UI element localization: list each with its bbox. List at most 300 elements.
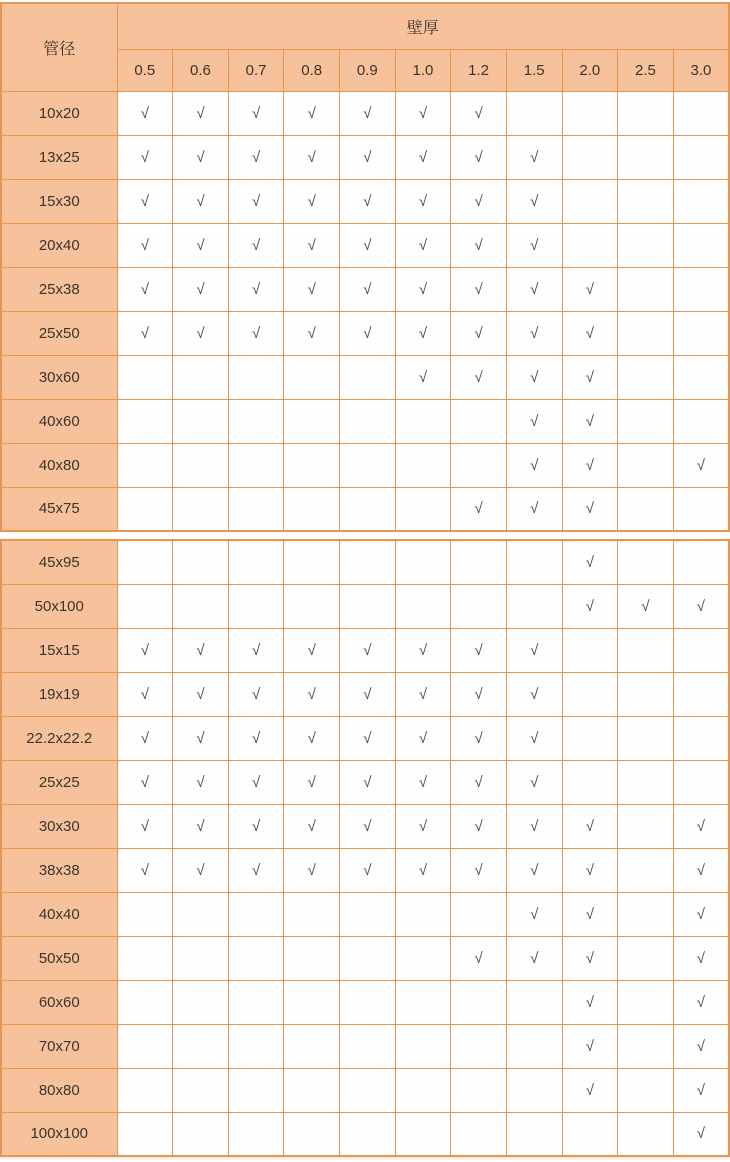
check-cell-empty xyxy=(451,1112,507,1156)
check-cell-checked: √ xyxy=(117,311,173,355)
pipe-size-label: 10x20 xyxy=(1,91,117,135)
check-cell-empty xyxy=(451,1068,507,1112)
pipe-size-label: 30x60 xyxy=(1,355,117,399)
check-cell-empty xyxy=(618,91,674,135)
table-row xyxy=(1,980,729,1024)
check-cell-empty xyxy=(173,1112,229,1156)
check-cell-checked: √ xyxy=(451,179,507,223)
table-row xyxy=(1,672,729,716)
check-cell-checked: √ xyxy=(340,848,396,892)
check-cell-empty xyxy=(618,1024,674,1068)
check-cell-empty xyxy=(451,540,507,584)
table-row xyxy=(1,936,729,980)
check-cell-empty xyxy=(673,672,729,716)
pipe-size-label: 30x30 xyxy=(1,804,117,848)
check-cell-checked: √ xyxy=(395,628,451,672)
check-cell-checked: √ xyxy=(395,804,451,848)
check-cell-checked: √ xyxy=(117,91,173,135)
table-row xyxy=(1,1112,729,1156)
check-cell-empty xyxy=(117,1024,173,1068)
check-cell-checked: √ xyxy=(228,179,284,223)
check-cell-empty xyxy=(618,672,674,716)
check-cell-checked: √ xyxy=(284,311,340,355)
check-cell-checked: √ xyxy=(451,716,507,760)
thickness-column-header: 1.5 xyxy=(506,49,562,91)
thickness-column-header: 0.9 xyxy=(340,49,396,91)
check-cell-empty xyxy=(395,980,451,1024)
check-cell-checked: √ xyxy=(284,628,340,672)
check-cell-empty xyxy=(284,1068,340,1112)
check-cell-empty xyxy=(395,1068,451,1112)
check-cell-checked: √ xyxy=(340,760,396,804)
check-cell-empty xyxy=(173,355,229,399)
thickness-column-header: 1.2 xyxy=(451,49,507,91)
check-cell-empty xyxy=(618,540,674,584)
check-cell-checked: √ xyxy=(673,1112,729,1156)
table-row xyxy=(1,311,729,355)
check-cell-empty xyxy=(340,1112,396,1156)
check-cell-empty xyxy=(395,892,451,936)
table-row xyxy=(1,443,729,487)
check-cell-empty xyxy=(673,399,729,443)
check-cell-checked: √ xyxy=(506,628,562,672)
check-cell-checked: √ xyxy=(117,135,173,179)
check-cell-checked: √ xyxy=(673,804,729,848)
check-cell-checked: √ xyxy=(562,311,618,355)
thickness-column-header: 0.6 xyxy=(173,49,229,91)
check-cell-checked: √ xyxy=(117,672,173,716)
check-cell-checked: √ xyxy=(117,179,173,223)
check-cell-checked: √ xyxy=(284,179,340,223)
check-cell-checked: √ xyxy=(228,91,284,135)
check-cell-empty xyxy=(673,267,729,311)
check-cell-checked: √ xyxy=(395,760,451,804)
check-cell-checked: √ xyxy=(506,267,562,311)
check-cell-empty xyxy=(173,980,229,1024)
check-cell-checked: √ xyxy=(562,487,618,531)
check-cell-checked: √ xyxy=(451,848,507,892)
check-cell-empty xyxy=(228,936,284,980)
thickness-column-header: 0.8 xyxy=(284,49,340,91)
check-cell-checked: √ xyxy=(506,892,562,936)
pipe-size-label: 70x70 xyxy=(1,1024,117,1068)
check-cell-checked: √ xyxy=(562,936,618,980)
check-cell-checked: √ xyxy=(173,135,229,179)
table-row xyxy=(1,487,729,531)
table-section-divider xyxy=(0,532,730,539)
check-cell-empty xyxy=(673,179,729,223)
check-cell-checked: √ xyxy=(451,311,507,355)
check-cell-checked: √ xyxy=(673,892,729,936)
check-cell-checked: √ xyxy=(506,716,562,760)
check-cell-checked: √ xyxy=(117,804,173,848)
check-cell-empty xyxy=(340,584,396,628)
check-cell-empty xyxy=(117,443,173,487)
check-cell-empty xyxy=(395,487,451,531)
check-cell-checked: √ xyxy=(506,672,562,716)
check-cell-empty xyxy=(228,487,284,531)
check-cell-checked: √ xyxy=(173,179,229,223)
pipe-size-label: 40x60 xyxy=(1,399,117,443)
check-cell-checked: √ xyxy=(395,91,451,135)
check-cell-empty xyxy=(173,487,229,531)
check-cell-empty xyxy=(284,1024,340,1068)
check-cell-empty xyxy=(340,540,396,584)
check-cell-empty xyxy=(340,980,396,1024)
table-row xyxy=(1,892,729,936)
check-cell-checked: √ xyxy=(451,804,507,848)
check-cell-checked: √ xyxy=(562,584,618,628)
check-cell-checked: √ xyxy=(117,223,173,267)
check-cell-empty xyxy=(506,1068,562,1112)
check-cell-empty xyxy=(117,584,173,628)
check-cell-checked: √ xyxy=(562,443,618,487)
check-cell-empty xyxy=(451,584,507,628)
check-cell-empty xyxy=(284,584,340,628)
table-row xyxy=(1,628,729,672)
check-cell-empty xyxy=(506,540,562,584)
check-cell-empty xyxy=(173,443,229,487)
check-cell-empty xyxy=(673,311,729,355)
check-cell-empty xyxy=(340,936,396,980)
pipe-size-label: 15x30 xyxy=(1,179,117,223)
check-cell-checked: √ xyxy=(506,443,562,487)
check-cell-empty xyxy=(506,584,562,628)
check-cell-empty xyxy=(618,399,674,443)
pipe-size-label: 13x25 xyxy=(1,135,117,179)
check-cell-checked: √ xyxy=(173,267,229,311)
check-cell-empty xyxy=(618,628,674,672)
table-row xyxy=(1,91,729,135)
check-cell-checked: √ xyxy=(673,848,729,892)
check-cell-empty xyxy=(673,716,729,760)
check-cell-empty xyxy=(340,892,396,936)
pipe-size-label: 50x100 xyxy=(1,584,117,628)
check-cell-empty xyxy=(451,980,507,1024)
check-cell-empty xyxy=(228,443,284,487)
check-cell-empty xyxy=(395,399,451,443)
check-cell-empty xyxy=(117,1068,173,1112)
check-cell-checked: √ xyxy=(173,223,229,267)
check-cell-checked: √ xyxy=(284,716,340,760)
check-cell-checked: √ xyxy=(506,179,562,223)
thickness-header: 壁厚 xyxy=(117,3,729,49)
check-cell-checked: √ xyxy=(284,91,340,135)
check-cell-empty xyxy=(173,584,229,628)
check-cell-empty xyxy=(395,443,451,487)
check-cell-empty xyxy=(451,892,507,936)
thickness-column-header: 2.5 xyxy=(618,49,674,91)
check-cell-checked: √ xyxy=(451,355,507,399)
check-cell-checked: √ xyxy=(228,267,284,311)
pipe-size-label: 38x38 xyxy=(1,848,117,892)
table-row xyxy=(1,399,729,443)
check-cell-empty xyxy=(228,1068,284,1112)
check-cell-checked: √ xyxy=(618,584,674,628)
check-cell-empty xyxy=(395,1112,451,1156)
check-cell-empty xyxy=(562,135,618,179)
check-cell-empty xyxy=(395,540,451,584)
check-cell-checked: √ xyxy=(562,267,618,311)
check-cell-empty xyxy=(562,716,618,760)
check-cell-checked: √ xyxy=(451,936,507,980)
check-cell-checked: √ xyxy=(395,135,451,179)
check-cell-checked: √ xyxy=(506,848,562,892)
check-cell-checked: √ xyxy=(451,91,507,135)
pipe-size-label: 19x19 xyxy=(1,672,117,716)
check-cell-empty xyxy=(228,1024,284,1068)
check-cell-empty xyxy=(228,1112,284,1156)
check-cell-empty xyxy=(117,980,173,1024)
table-row xyxy=(1,179,729,223)
table-row xyxy=(1,223,729,267)
table-row xyxy=(1,540,729,584)
pipe-spec-table-lower xyxy=(0,539,730,1157)
check-cell-empty xyxy=(117,487,173,531)
check-cell-checked: √ xyxy=(228,135,284,179)
check-cell-empty xyxy=(618,936,674,980)
check-cell-empty xyxy=(618,311,674,355)
check-cell-empty xyxy=(284,936,340,980)
check-cell-checked: √ xyxy=(395,848,451,892)
check-cell-empty xyxy=(618,1112,674,1156)
check-cell-empty xyxy=(673,91,729,135)
check-cell-empty xyxy=(173,892,229,936)
check-cell-checked: √ xyxy=(395,716,451,760)
check-cell-checked: √ xyxy=(340,91,396,135)
check-cell-checked: √ xyxy=(451,135,507,179)
check-cell-checked: √ xyxy=(506,223,562,267)
check-cell-checked: √ xyxy=(173,716,229,760)
table-row xyxy=(1,848,729,892)
pipe-size-label: 25x50 xyxy=(1,311,117,355)
check-cell-checked: √ xyxy=(451,487,507,531)
check-cell-checked: √ xyxy=(228,672,284,716)
check-cell-empty xyxy=(506,1112,562,1156)
check-cell-empty xyxy=(284,355,340,399)
check-cell-empty xyxy=(284,892,340,936)
check-cell-empty xyxy=(618,223,674,267)
check-cell-empty xyxy=(618,267,674,311)
check-cell-empty xyxy=(228,355,284,399)
check-cell-checked: √ xyxy=(562,804,618,848)
check-cell-empty xyxy=(395,1024,451,1068)
check-cell-empty xyxy=(673,628,729,672)
check-cell-checked: √ xyxy=(117,628,173,672)
check-cell-checked: √ xyxy=(340,267,396,311)
check-cell-empty xyxy=(506,1024,562,1068)
thickness-column-header: 2.0 xyxy=(562,49,618,91)
pipe-size-label: 15x15 xyxy=(1,628,117,672)
check-cell-empty xyxy=(562,672,618,716)
check-cell-checked: √ xyxy=(451,628,507,672)
check-cell-checked: √ xyxy=(173,91,229,135)
check-cell-checked: √ xyxy=(673,980,729,1024)
check-cell-checked: √ xyxy=(284,223,340,267)
check-cell-checked: √ xyxy=(562,355,618,399)
check-cell-checked: √ xyxy=(284,672,340,716)
check-cell-checked: √ xyxy=(228,760,284,804)
table-row xyxy=(1,804,729,848)
check-cell-checked: √ xyxy=(117,267,173,311)
check-cell-empty xyxy=(506,980,562,1024)
check-cell-checked: √ xyxy=(284,848,340,892)
check-cell-checked: √ xyxy=(506,936,562,980)
check-cell-checked: √ xyxy=(284,804,340,848)
check-cell-checked: √ xyxy=(284,267,340,311)
check-cell-empty xyxy=(618,1068,674,1112)
check-cell-checked: √ xyxy=(506,355,562,399)
check-cell-checked: √ xyxy=(228,804,284,848)
check-cell-empty xyxy=(618,135,674,179)
check-cell-checked: √ xyxy=(506,135,562,179)
check-cell-checked: √ xyxy=(173,311,229,355)
thickness-column-header: 0.5 xyxy=(117,49,173,91)
check-cell-checked: √ xyxy=(673,936,729,980)
check-cell-empty xyxy=(284,399,340,443)
check-cell-checked: √ xyxy=(395,355,451,399)
check-cell-empty xyxy=(673,223,729,267)
check-cell-empty xyxy=(284,540,340,584)
check-cell-checked: √ xyxy=(117,716,173,760)
check-cell-empty xyxy=(451,399,507,443)
check-cell-empty xyxy=(562,628,618,672)
check-cell-checked: √ xyxy=(562,540,618,584)
check-cell-empty xyxy=(618,716,674,760)
check-cell-empty xyxy=(618,892,674,936)
check-cell-checked: √ xyxy=(228,628,284,672)
check-cell-checked: √ xyxy=(673,1068,729,1112)
check-cell-empty xyxy=(117,399,173,443)
check-cell-checked: √ xyxy=(506,311,562,355)
check-cell-checked: √ xyxy=(506,399,562,443)
check-cell-checked: √ xyxy=(228,311,284,355)
check-cell-empty xyxy=(284,980,340,1024)
table-row xyxy=(1,267,729,311)
check-cell-empty xyxy=(173,399,229,443)
check-cell-checked: √ xyxy=(506,804,562,848)
check-cell-checked: √ xyxy=(340,672,396,716)
header-row-top xyxy=(1,3,729,49)
check-cell-empty xyxy=(395,584,451,628)
check-cell-checked: √ xyxy=(284,135,340,179)
check-cell-empty xyxy=(340,443,396,487)
pipe-spec-table-upper xyxy=(0,2,730,532)
check-cell-empty xyxy=(284,1112,340,1156)
check-cell-empty xyxy=(673,760,729,804)
check-cell-checked: √ xyxy=(451,672,507,716)
table-row xyxy=(1,716,729,760)
check-cell-empty xyxy=(562,179,618,223)
check-cell-checked: √ xyxy=(173,628,229,672)
check-cell-checked: √ xyxy=(228,848,284,892)
check-cell-empty xyxy=(340,399,396,443)
check-cell-empty xyxy=(562,1112,618,1156)
check-cell-checked: √ xyxy=(395,179,451,223)
thickness-column-header: 3.0 xyxy=(673,49,729,91)
check-cell-empty xyxy=(173,540,229,584)
pipe-size-label: 22.2x22.2 xyxy=(1,716,117,760)
check-cell-empty xyxy=(340,1068,396,1112)
table-row xyxy=(1,760,729,804)
check-cell-checked: √ xyxy=(173,760,229,804)
check-cell-empty xyxy=(673,355,729,399)
upper-table-body xyxy=(1,91,729,531)
check-cell-checked: √ xyxy=(562,980,618,1024)
check-cell-empty xyxy=(173,1068,229,1112)
check-cell-checked: √ xyxy=(228,223,284,267)
check-cell-checked: √ xyxy=(673,443,729,487)
check-cell-checked: √ xyxy=(395,311,451,355)
check-cell-empty xyxy=(618,848,674,892)
check-cell-empty xyxy=(673,487,729,531)
check-cell-checked: √ xyxy=(451,223,507,267)
check-cell-empty xyxy=(228,540,284,584)
pipe-size-label: 60x60 xyxy=(1,980,117,1024)
check-cell-checked: √ xyxy=(340,179,396,223)
pipe-size-label: 50x50 xyxy=(1,936,117,980)
diameter-header: 管径 xyxy=(1,3,117,91)
thickness-column-header: 1.0 xyxy=(395,49,451,91)
check-cell-empty xyxy=(506,91,562,135)
check-cell-empty xyxy=(284,487,340,531)
pipe-size-label: 45x95 xyxy=(1,540,117,584)
check-cell-empty xyxy=(340,355,396,399)
table-header xyxy=(1,3,729,91)
table-row xyxy=(1,1068,729,1112)
pipe-size-label: 20x40 xyxy=(1,223,117,267)
check-cell-checked: √ xyxy=(228,716,284,760)
pipe-size-label: 45x75 xyxy=(1,487,117,531)
check-cell-empty xyxy=(562,760,618,804)
check-cell-empty xyxy=(117,936,173,980)
check-cell-empty xyxy=(340,1024,396,1068)
thickness-column-header: 0.7 xyxy=(228,49,284,91)
pipe-size-label: 100x100 xyxy=(1,1112,117,1156)
pipe-size-label: 80x80 xyxy=(1,1068,117,1112)
check-cell-checked: √ xyxy=(395,223,451,267)
pipe-size-label: 40x80 xyxy=(1,443,117,487)
check-cell-empty xyxy=(117,892,173,936)
check-cell-checked: √ xyxy=(506,487,562,531)
check-cell-checked: √ xyxy=(117,848,173,892)
check-cell-checked: √ xyxy=(562,848,618,892)
pipe-size-label: 25x38 xyxy=(1,267,117,311)
check-cell-empty xyxy=(673,540,729,584)
check-cell-empty xyxy=(228,399,284,443)
check-cell-checked: √ xyxy=(340,628,396,672)
check-cell-checked: √ xyxy=(117,760,173,804)
check-cell-checked: √ xyxy=(395,267,451,311)
check-cell-empty xyxy=(618,179,674,223)
table-row xyxy=(1,135,729,179)
check-cell-checked: √ xyxy=(340,311,396,355)
check-cell-empty xyxy=(618,804,674,848)
check-cell-checked: √ xyxy=(673,584,729,628)
table-row xyxy=(1,1024,729,1068)
check-cell-checked: √ xyxy=(562,892,618,936)
check-cell-empty xyxy=(395,936,451,980)
check-cell-empty xyxy=(618,760,674,804)
check-cell-empty xyxy=(618,443,674,487)
check-cell-empty xyxy=(117,355,173,399)
check-cell-checked: √ xyxy=(562,1068,618,1112)
check-cell-checked: √ xyxy=(173,848,229,892)
check-cell-checked: √ xyxy=(506,760,562,804)
check-cell-empty xyxy=(228,980,284,1024)
check-cell-checked: √ xyxy=(451,267,507,311)
pipe-size-label: 40x40 xyxy=(1,892,117,936)
